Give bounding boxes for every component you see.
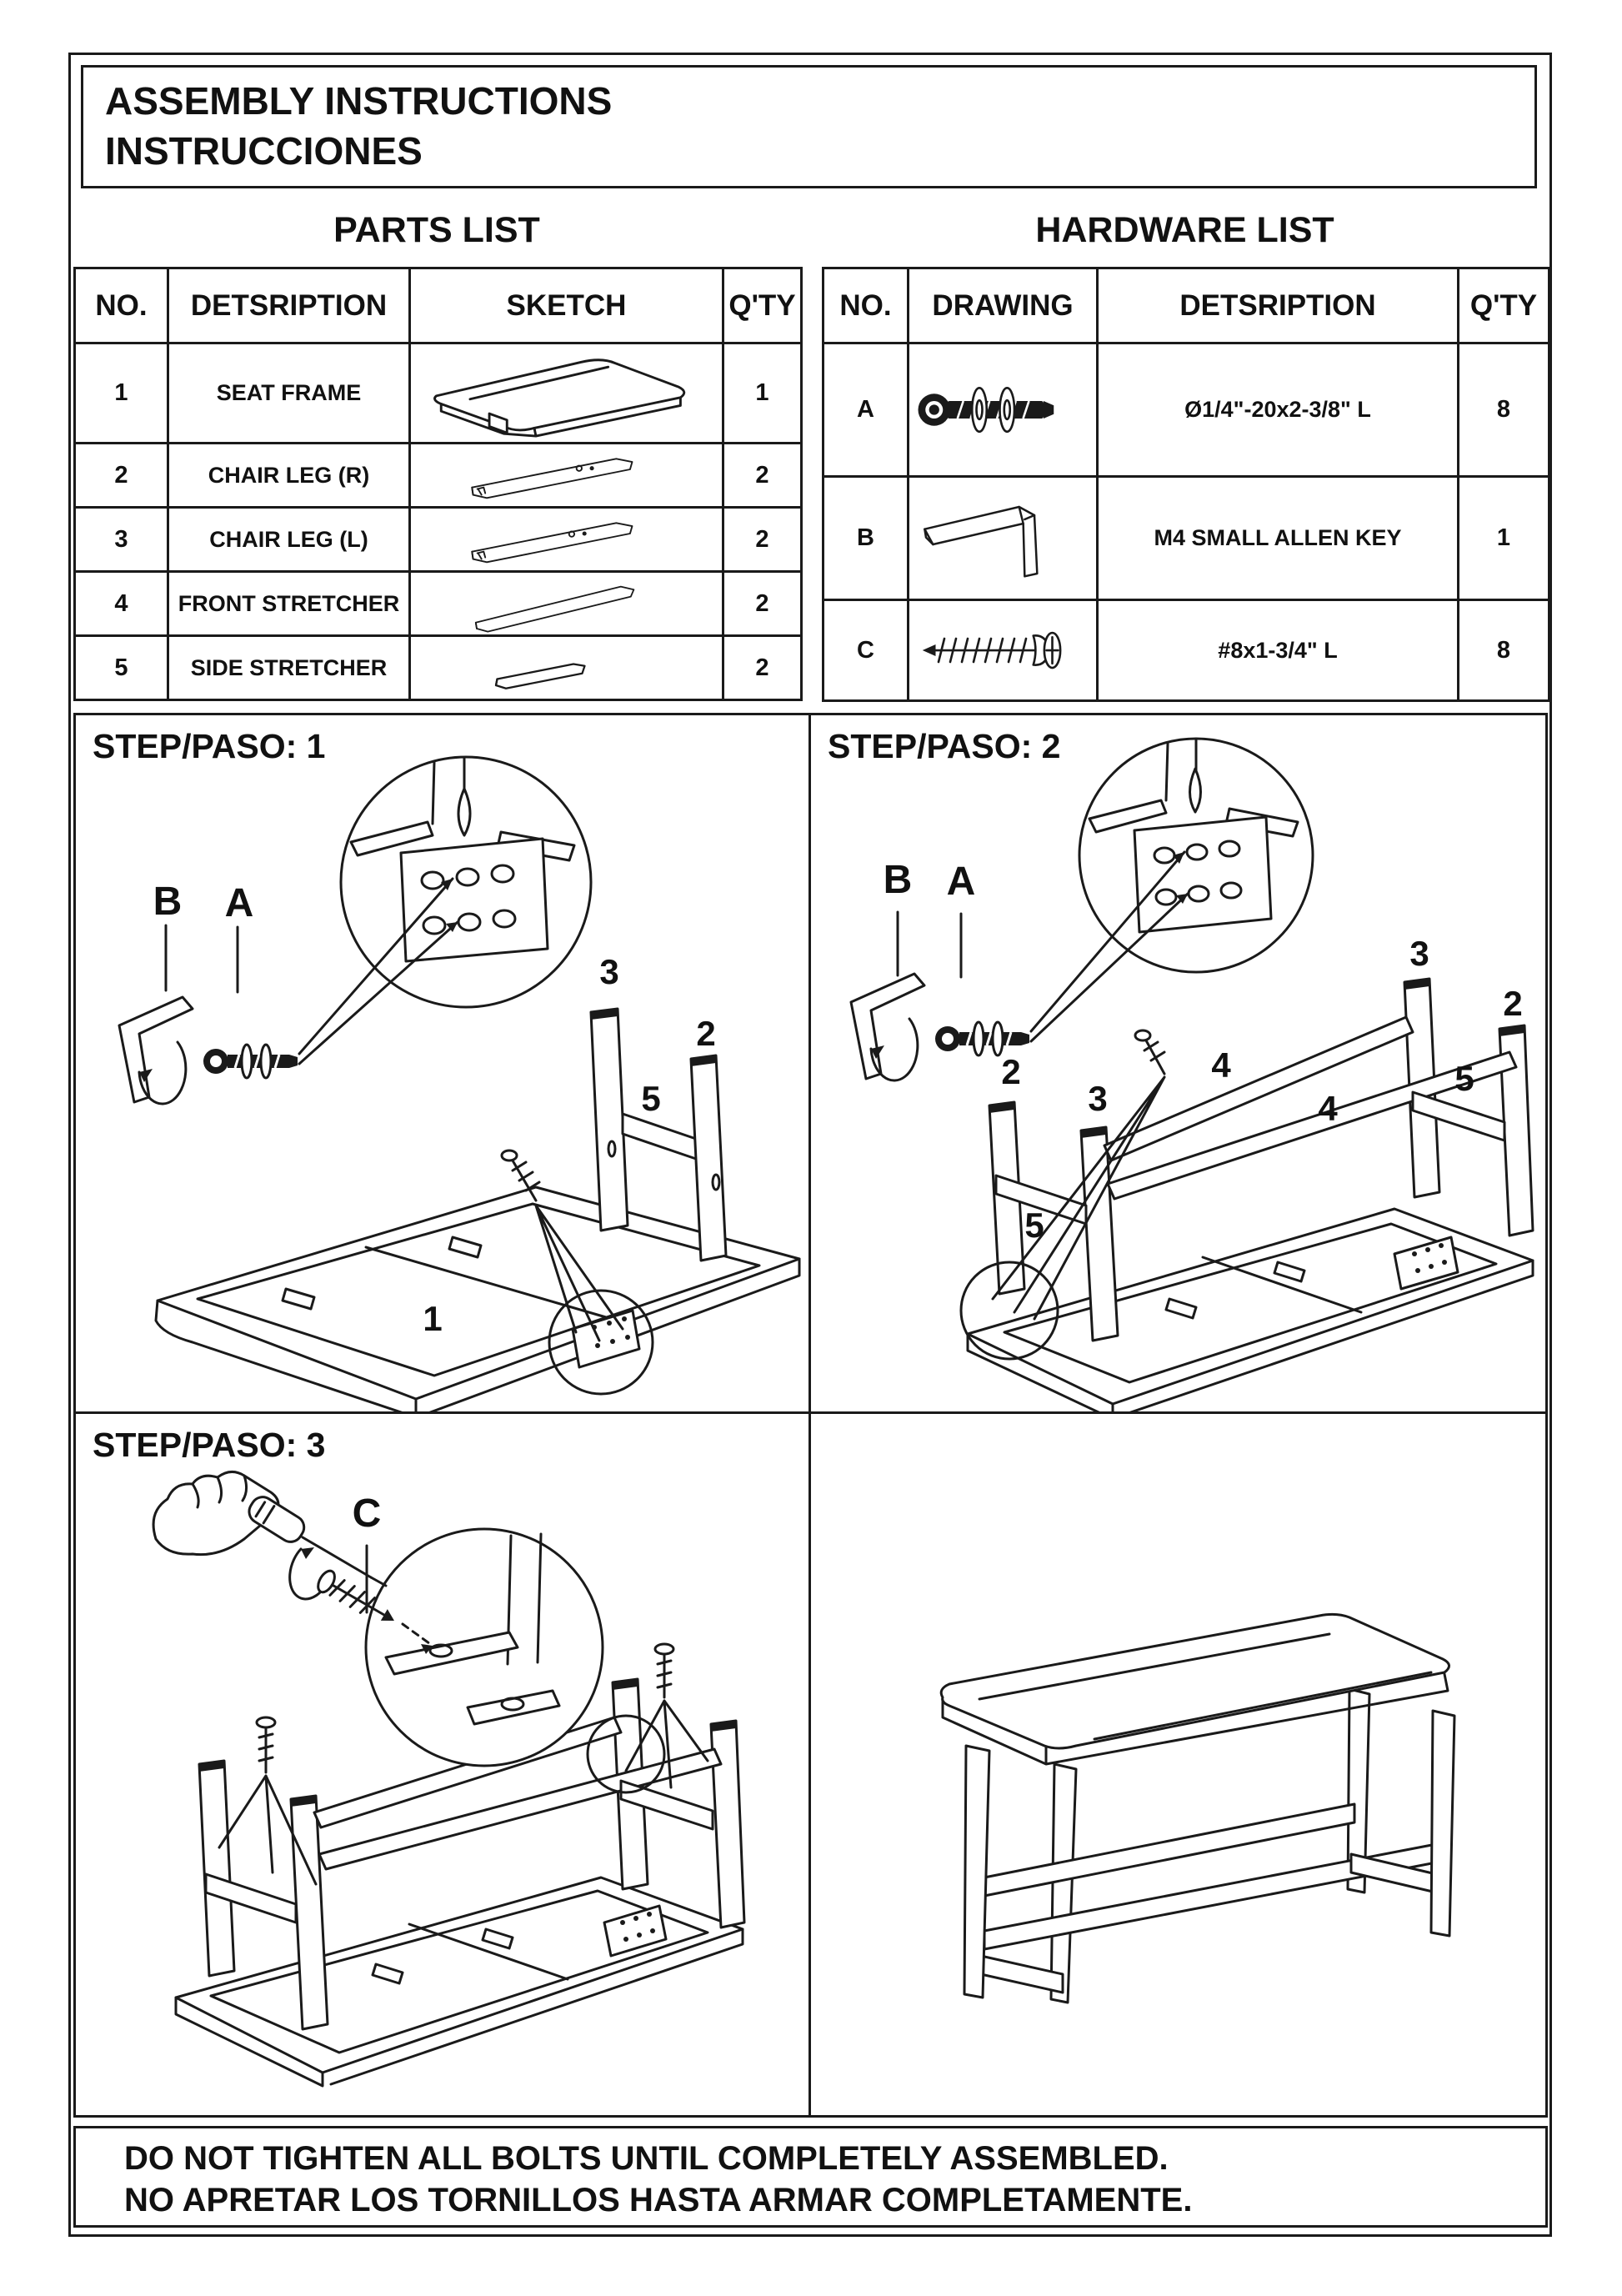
part-qty: 2 (723, 636, 802, 700)
page-subtitle: INSTRUCCIONES (105, 129, 423, 173)
screw-drawing (909, 613, 1084, 688)
hardware-no: A (824, 343, 909, 477)
hardware-list-table (822, 267, 1550, 702)
part-marker-5-right: 5 (1454, 1059, 1474, 1098)
hardware-header-no: NO. (824, 268, 909, 343)
part-no: 5 (75, 636, 168, 700)
warning-line-es: NO APRETAR LOS TORNILLOS HASTA ARMAR COMPLETAMENTE. (124, 2182, 1193, 2218)
part-qty: 1 (723, 343, 802, 444)
parts-header-row (75, 268, 802, 343)
drawing-cell (909, 343, 1098, 477)
hardware-header-drawing: DRAWING (909, 268, 1098, 343)
part-marker-4-lower: 4 (1318, 1089, 1338, 1128)
sketch-cell (410, 508, 723, 572)
part-no: 2 (75, 444, 168, 508)
hardware-description: #8x1-3/4" L (1098, 600, 1459, 701)
tool-marker-b: B (153, 880, 183, 924)
table-row (824, 477, 1549, 600)
chair-leg-left-sketch (411, 510, 694, 569)
tool-marker-a: A (946, 860, 976, 904)
side-stretcher-sketch (411, 643, 661, 693)
table-row (75, 343, 802, 444)
sketch-cell (410, 444, 723, 508)
warning-line-en: DO NOT TIGHTEN ALL BOLTS UNTIL COMPLETELY ASSEMBLED. (124, 2140, 1169, 2177)
parts-list-title: PARTS LIST (333, 210, 540, 250)
part-no: 4 (75, 572, 168, 636)
sketch-cell (410, 343, 723, 444)
table-row (824, 600, 1549, 701)
part-marker-2: 2 (696, 1014, 716, 1053)
part-marker-2-right: 2 (1503, 984, 1523, 1023)
hardware-no: C (824, 600, 909, 701)
hardware-header-row (824, 268, 1549, 343)
parts-header-qty: Q'TY (723, 268, 802, 343)
hardware-header-desc: DETSRIPTION (1098, 268, 1459, 343)
front-stretcher-sketch (411, 574, 703, 634)
finished-bench-panel (811, 1414, 1545, 2115)
part-marker-5: 5 (641, 1079, 661, 1118)
title-box (81, 65, 1537, 188)
part-no: 1 (75, 343, 168, 444)
parts-header-no: NO. (75, 268, 168, 343)
step3-panel (76, 1414, 808, 2115)
tool-marker-c: C (352, 1491, 382, 1536)
step3-diagram (76, 1414, 808, 2115)
step3-label: STEP/PASO: 3 (93, 1426, 326, 1464)
part-marker-4-upper: 4 (1211, 1045, 1231, 1085)
allen-key-drawing (909, 486, 1076, 590)
drawing-cell (909, 600, 1098, 701)
part-description: SIDE STRETCHER (168, 636, 410, 700)
tool-marker-a: A (224, 881, 254, 925)
table-row (75, 636, 802, 700)
sketch-cell (410, 572, 723, 636)
chair-leg-right-sketch (411, 446, 694, 504)
parts-list-table (73, 267, 803, 701)
table-row (75, 572, 802, 636)
parts-header-desc: DETSRIPTION (168, 268, 410, 343)
part-description: SEAT FRAME (168, 343, 410, 444)
table-row (75, 508, 802, 572)
part-marker-3-left: 3 (1088, 1079, 1108, 1118)
part-marker-2-left: 2 (1001, 1052, 1021, 1091)
hardware-no: B (824, 477, 909, 600)
part-description: CHAIR LEG (R) (168, 444, 410, 508)
table-row (75, 444, 802, 508)
table-row (824, 343, 1549, 477)
hardware-description: Ø1/4"-20x2-3/8" L (1098, 343, 1459, 477)
page-title: ASSEMBLY INSTRUCTIONS (105, 79, 613, 123)
drawing-cell (909, 477, 1098, 600)
step1-panel (76, 715, 808, 1411)
part-marker-3-right: 3 (1409, 934, 1429, 973)
step2-panel (811, 715, 1545, 1411)
hardware-qty: 8 (1459, 343, 1549, 477)
hardware-qty: 1 (1459, 477, 1549, 600)
part-marker-5-left: 5 (1024, 1206, 1044, 1245)
hardware-list-title: HARDWARE LIST (1035, 210, 1334, 250)
sketch-cell (410, 636, 723, 700)
tool-marker-b: B (883, 858, 913, 902)
parts-header-sketch: SKETCH (410, 268, 723, 343)
part-description: CHAIR LEG (L) (168, 508, 410, 572)
part-qty: 2 (723, 572, 802, 636)
warning-box (73, 2126, 1548, 2228)
hardware-qty: 8 (1459, 600, 1549, 701)
part-description: FRONT STRETCHER (168, 572, 410, 636)
bolt-drawing (909, 366, 1084, 454)
part-marker-3: 3 (599, 952, 619, 991)
part-qty: 2 (723, 508, 802, 572)
step2-diagram (811, 715, 1545, 1411)
part-qty: 2 (723, 444, 802, 508)
assembled-bench-drawing (811, 1414, 1545, 2115)
step2-label: STEP/PASO: 2 (828, 727, 1061, 765)
hardware-description: M4 SMALL ALLEN KEY (1098, 477, 1459, 600)
seat-frame-sketch (411, 349, 703, 438)
step1-label: STEP/PASO: 1 (93, 727, 326, 765)
part-marker-1: 1 (423, 1299, 443, 1338)
hardware-header-qty: Q'TY (1459, 268, 1549, 343)
part-no: 3 (75, 508, 168, 572)
